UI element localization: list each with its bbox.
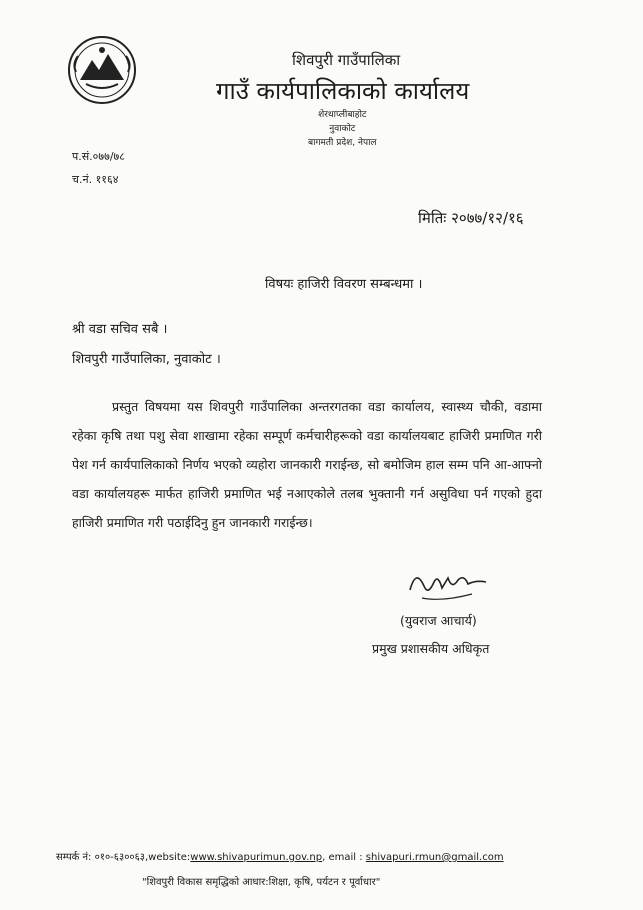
address-line: शेरथाप्लीबाहोट <box>318 110 367 120</box>
letter-subject: विषयः हाजिरी विवरण सम्बन्धमा । <box>265 277 423 292</box>
contact-number: सम्पर्क नं: ०१०-६३००६३,website: <box>56 852 191 863</box>
letter-body: प्रस्तुत विषयमा यस शिवपुरी गाउँपालिका अन्तरगतका वडा कार्यालय, स्वास्थ्य चौकी, वडामा रहेका कृषि तथा पशु सेवा शाखामा रहेका सम्पूर्ण कर्मचारीहरूको वडा कार्यालयबाट हाजिरी प्रमाणित गरी पेश गर्न कार्यपालिकाको निर्णय भएको व्यहोरा जानकारी गराईन्छ, सो बमोजिम हाल सम्म पनि आ-आफ्नो वडा कार्यालयहरू मार्फत हाजिरी प्रमाणित भई नआएकोले तलब भुक्तानी गर्न असुविधा पर्न गएको हुदा हाजिरी प्रमाणित गरी पठाईदिनु हुन जानकारी गराईन्छ। <box>72 399 542 530</box>
signatory-title: प्रमुख प्रशासकीय अधिकृत <box>372 641 490 656</box>
office-address <box>308 108 377 150</box>
patra-sankhya: प.सं.०७७/७८ <box>72 150 125 163</box>
government-emblem-icon <box>66 34 138 106</box>
addressee-line: शिवपुरी गाउँपालिका, नुवाकोट । <box>72 352 221 367</box>
signatory-name: (युवराज आचार्य) <box>400 613 477 628</box>
website-link[interactable]: www.shivapurimun.gov.np <box>190 852 323 863</box>
footer-slogan: "शिवपुरी विकास समृद्धिको आधार:शिक्षा, कृषि, पर्यटन र पूर्वाधार" <box>142 877 381 888</box>
chalani-number: च.नं. ११६४ <box>72 173 119 186</box>
office-name: शिवपुरी गाउँपालिका <box>292 51 401 69</box>
signature-icon <box>402 560 498 608</box>
address-line: नुवाकोट <box>329 124 356 134</box>
addressee-line: श्री वडा सचिव सबै । <box>72 322 168 337</box>
address-line: बागमती प्रदेश, नेपाल <box>308 138 377 148</box>
letter-date: मितिः २०७७/१२/१६ <box>418 209 524 227</box>
email-link[interactable]: shivapuri.rmun@gmail.com <box>365 852 504 863</box>
footer-contact <box>56 849 504 863</box>
addressee <box>72 315 221 375</box>
email-label: , email : <box>322 852 366 863</box>
reference-block <box>72 145 125 191</box>
office-title: गाउँ कार्यपालिकाको कार्यालय <box>216 77 470 105</box>
